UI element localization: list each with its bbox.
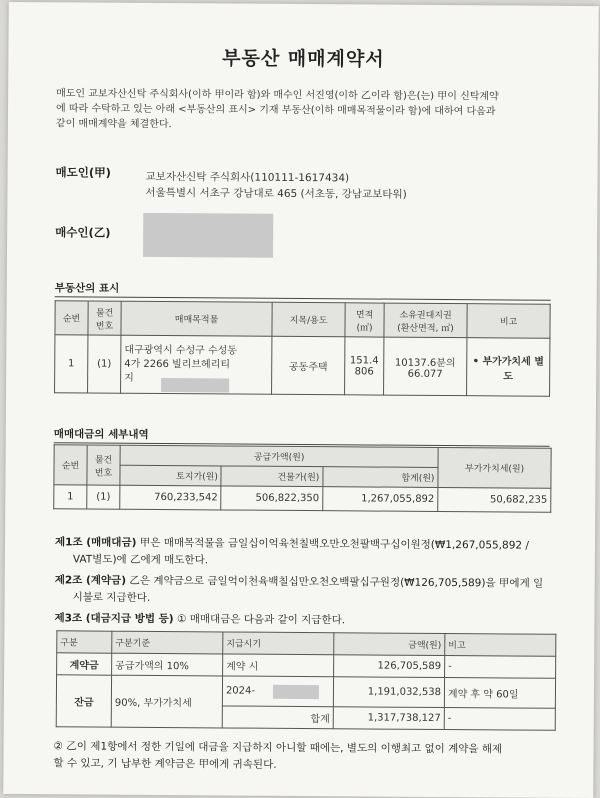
intro-line: 같이 매매계약을 체결한다. [55,118,172,131]
land-line: 10137.6분의 [394,357,456,369]
seller-address: 서울특별시 서초구 강남대로 465 (서초동, 강남교보타워) [145,186,407,201]
contract-page [3,2,599,798]
cell-type: 계약금 [57,653,112,675]
cell-area [345,337,384,395]
cell-seq: 1 [54,485,87,509]
cell-land-share [384,337,467,396]
article-1 [55,534,529,571]
cell-total-price: 1,267,055,892 [323,487,438,512]
article-2-label: 제2조 (계약금) [54,574,127,587]
cell-item-no: (1) [87,485,120,509]
property-table [54,300,551,396]
cell-target [121,335,272,394]
seller-info [145,169,406,203]
col-header: 지급시기 [223,632,334,655]
article-3-label: 제3조 (대금지급 방법 등) [54,612,174,626]
buyer-redaction [143,213,273,258]
intro-line: 에 따라 수탁하고 있는 아래 <부동산의 표시> 기재 부동산(이하 매매목적물이라 함)에 대하여 다음과 [55,103,496,118]
col-header: 순번 [54,445,87,485]
cell-basis: 90%, 부가가치세 [111,675,222,728]
total-note: - [444,708,555,731]
land-line: 66.077 [407,368,443,380]
seller-name: 교보자산신탁 주식회사(110111-1617434) [145,170,350,185]
timing-text: 2024- [225,685,256,697]
col-header: 금액(원) [334,633,445,656]
col-header: 구분 [57,631,112,653]
table-row [55,335,550,396]
cell-type: 잔금 [56,675,111,727]
col-header: 면적 (㎡) [345,303,384,337]
clause-line: ② 乙이 제1항에서 정한 기일에 대금을 지급하지 아니할 때에는, 별도의 이행최고 없이 계약을 해제 [53,740,503,756]
col-header: 소유권대지권 (환산면적, ㎡) [384,303,467,338]
col-header: 비고 [467,304,550,339]
col-header: 부가가치세(원) [438,447,551,488]
cell-amount: 126,705,589 [334,655,445,678]
intro-paragraph [56,86,556,134]
article-2-line: 乙은 계약금으로 금일억이천육백칠십만오천오백팔십구원정(₩126,705,589)을 甲에게 일 [129,574,544,590]
target-line: 지 [124,372,134,384]
col-header: 물건 번호 [87,445,120,485]
cell-note: • 부가가치세 별도 [467,338,550,397]
table-row [56,675,555,708]
cell-timing [222,676,333,707]
area-line: 151.4 [349,354,379,367]
document-title: 부동산 매매계약서 [222,47,385,71]
col-header: 매매목적물 [121,301,272,336]
area-line: 806 [354,365,374,378]
cell-amount: 1,191,032,538 [333,677,444,708]
price-section-title: 매매대금의 세부내역 [53,428,149,441]
col-header: 지목/용도 [272,302,345,337]
col-header: 구분기준 [112,631,223,654]
clause-line: 할 수 있고, 기 납부한 계약금은 甲에게 귀속된다. [53,757,277,771]
payment-table [56,630,557,730]
property-section-title: 부동산의 표시 [54,282,120,295]
col-header: 물건 번호 [88,301,121,335]
article-2-line: 시불로 지급한다. [72,591,151,604]
total-amount: 1,317,738,127 [333,707,444,730]
col-header: 토지가(원) [120,465,222,486]
col-header: 공급가액(원) [120,445,438,467]
cell-basis: 공급가액의 10% [112,653,223,676]
cell-timing: 계약 시 [223,654,334,677]
cell-vat: 50,682,235 [438,487,551,512]
cell-building-price: 506,822,350 [221,486,323,511]
article-3 [54,610,345,629]
date-redaction [273,685,319,699]
article-3-text: ① 매매대금은 다음과 같이 지급한다. [176,613,346,627]
article-2 [55,572,544,609]
cell-land-price: 760,233,542 [120,485,222,510]
article-1-label: 제1조 (매매대금) [54,536,137,549]
cell-use: 공동주택 [272,336,345,395]
cell-seq: 1 [55,335,88,393]
target-line: 4가 2266 빌리브헤리티 [124,358,231,371]
col-header: 건물가(원) [221,466,323,487]
col-header: 순번 [55,301,88,335]
col-header: 비고 [445,634,556,657]
col-header: 합계(원) [323,467,438,488]
total-label: 합계 [222,706,333,729]
seller-label: 매도인(甲) [55,165,111,180]
article-1-line: 甲은 매매목적물을 금일십이억육천칠백오만오천팔백구십이원정(₩1,267,055,892 / [139,536,530,552]
address-redaction [161,378,229,392]
intro-line: 매도인 교보자산신탁 주식회사(이하 甲이라 함)와 매수인 서진영(이하 乙이라 함)은(는) 甲이 신탁계약 [56,88,499,103]
cell-note: - [445,656,556,679]
buyer-label: 매수인(乙) [55,225,111,240]
article-1-line: VAT별도)에 乙에게 매도한다. [72,553,209,567]
article-3-clause-2 [53,738,502,775]
price-table [53,444,551,512]
cell-note: 계약 후 약 60일 [444,678,555,709]
table-row [54,485,551,512]
target-line: 대구광역시 수성구 수성동 [124,344,238,357]
cell-item-no: (1) [88,335,121,393]
